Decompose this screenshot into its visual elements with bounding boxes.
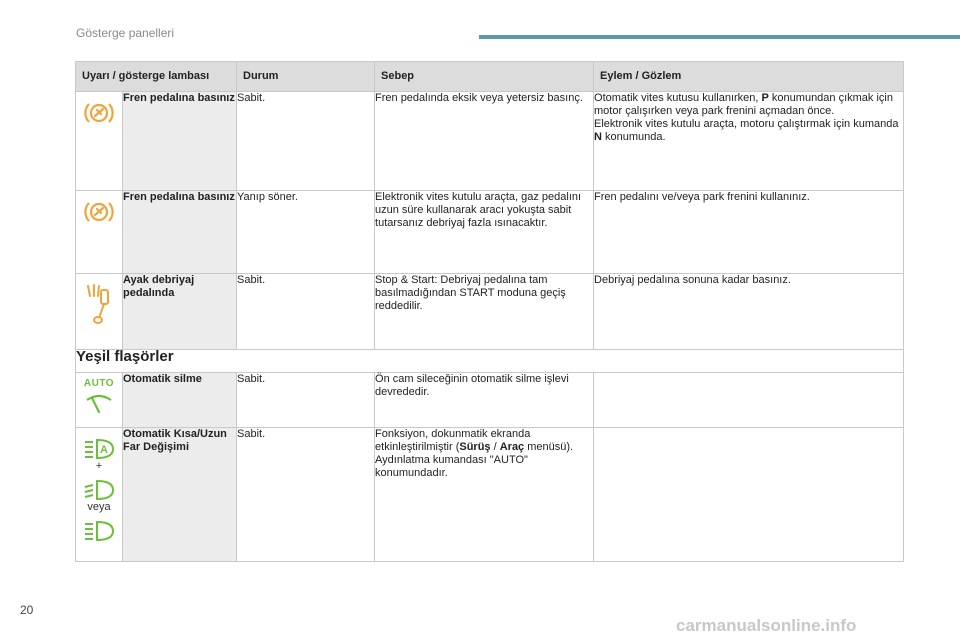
table-row bbox=[76, 274, 904, 350]
state-cell: Sabit. bbox=[237, 428, 375, 562]
column-header-cause: Sebep bbox=[375, 62, 594, 92]
state-cell: Sabit. bbox=[237, 373, 375, 428]
action-cell bbox=[594, 373, 904, 428]
state-cell: Sabit. bbox=[237, 274, 375, 350]
state-cell: Sabit. bbox=[237, 92, 375, 191]
indicator-icon-cell bbox=[76, 274, 123, 350]
indicator-name: Fren pedalına basınız bbox=[123, 191, 237, 274]
warning-lights-table bbox=[75, 61, 904, 562]
plus-sign: + bbox=[95, 460, 103, 472]
auto-label: AUTO bbox=[83, 378, 115, 389]
indicator-icon-cell bbox=[76, 428, 123, 562]
low-beam-icon bbox=[83, 479, 115, 501]
indicator-icon-cell bbox=[76, 92, 123, 191]
action-cell bbox=[594, 428, 904, 562]
cause-cell: Stop & Start: Debriyaj pedalına tam basılmadığından START moduna geçiş reddedilir. bbox=[375, 274, 594, 350]
table-row bbox=[76, 373, 904, 428]
section-header-row bbox=[76, 350, 904, 373]
page-number: 20 bbox=[20, 603, 34, 617]
table-row bbox=[76, 428, 904, 562]
action-cell: Fren pedalını ve/veya park frenini kullanınız. bbox=[594, 191, 904, 274]
cause-cell: Ön cam sileceğinin otomatik silme işlevi devrededir. bbox=[375, 373, 594, 428]
watermark: carmanualsonline.info bbox=[676, 616, 857, 635]
indicator-name: Ayak debriyaj pedalında bbox=[123, 274, 237, 350]
column-header-state: Durum bbox=[237, 62, 375, 92]
clutch-pedal-icon bbox=[84, 282, 114, 326]
indicator-icon-cell bbox=[76, 373, 123, 428]
cause-cell: Fonksiyon, dokunmatik ekranda etkinleştirilmiştir (Sürüş / Araç menüsü). Aydınlatma kumandası "AUTO" konumundadır. bbox=[375, 428, 594, 562]
svg-text:A: A bbox=[100, 444, 108, 456]
table-row bbox=[76, 191, 904, 274]
brake-pedal-icon bbox=[84, 100, 114, 126]
indicator-name: Otomatik Kısa/Uzun Far Değişimi bbox=[123, 428, 237, 562]
auto-wiper-icon bbox=[84, 392, 114, 414]
indicator-name: Otomatik silme bbox=[123, 373, 237, 428]
table-row bbox=[76, 92, 904, 191]
header-accent-bar bbox=[479, 35, 960, 39]
cause-cell: Elektronik vites kutulu araçta, gaz pedalını uzun süre kullanarak aracı yokuşta sabit tutarsanız debriyaj fazla ısınacaktır. bbox=[375, 191, 594, 274]
indicator-name: Fren pedalına basınız bbox=[123, 92, 237, 191]
column-header-indicator: Uyarı / gösterge lambası bbox=[76, 62, 237, 92]
cause-cell: Fren pedalında eksik veya yetersiz basınç. bbox=[375, 92, 594, 191]
table-header-row bbox=[76, 62, 904, 92]
or-label: veya bbox=[87, 501, 111, 513]
green-indicators-heading: Yeşil flaşörler bbox=[76, 350, 904, 373]
brake-pedal-icon bbox=[84, 199, 114, 225]
indicator-icon-cell bbox=[76, 191, 123, 274]
auto-high-beam-icon bbox=[83, 438, 115, 460]
action-cell: Otomatik vites kutusu kullanırken, P konumundan çıkmak için motor çalışırken veya park frenini açmadan önce. Elektronik vites kutulu araçta, motoru çalıştırmak için kumanda N konumunda. bbox=[594, 92, 904, 191]
state-cell: Yanıp söner. bbox=[237, 191, 375, 274]
section-title: Gösterge panelleri bbox=[76, 26, 175, 40]
high-beam-icon bbox=[83, 520, 115, 542]
column-header-action: Eylem / Gözlem bbox=[594, 62, 904, 92]
action-cell: Debriyaj pedalına sonuna kadar basınız. bbox=[594, 274, 904, 350]
